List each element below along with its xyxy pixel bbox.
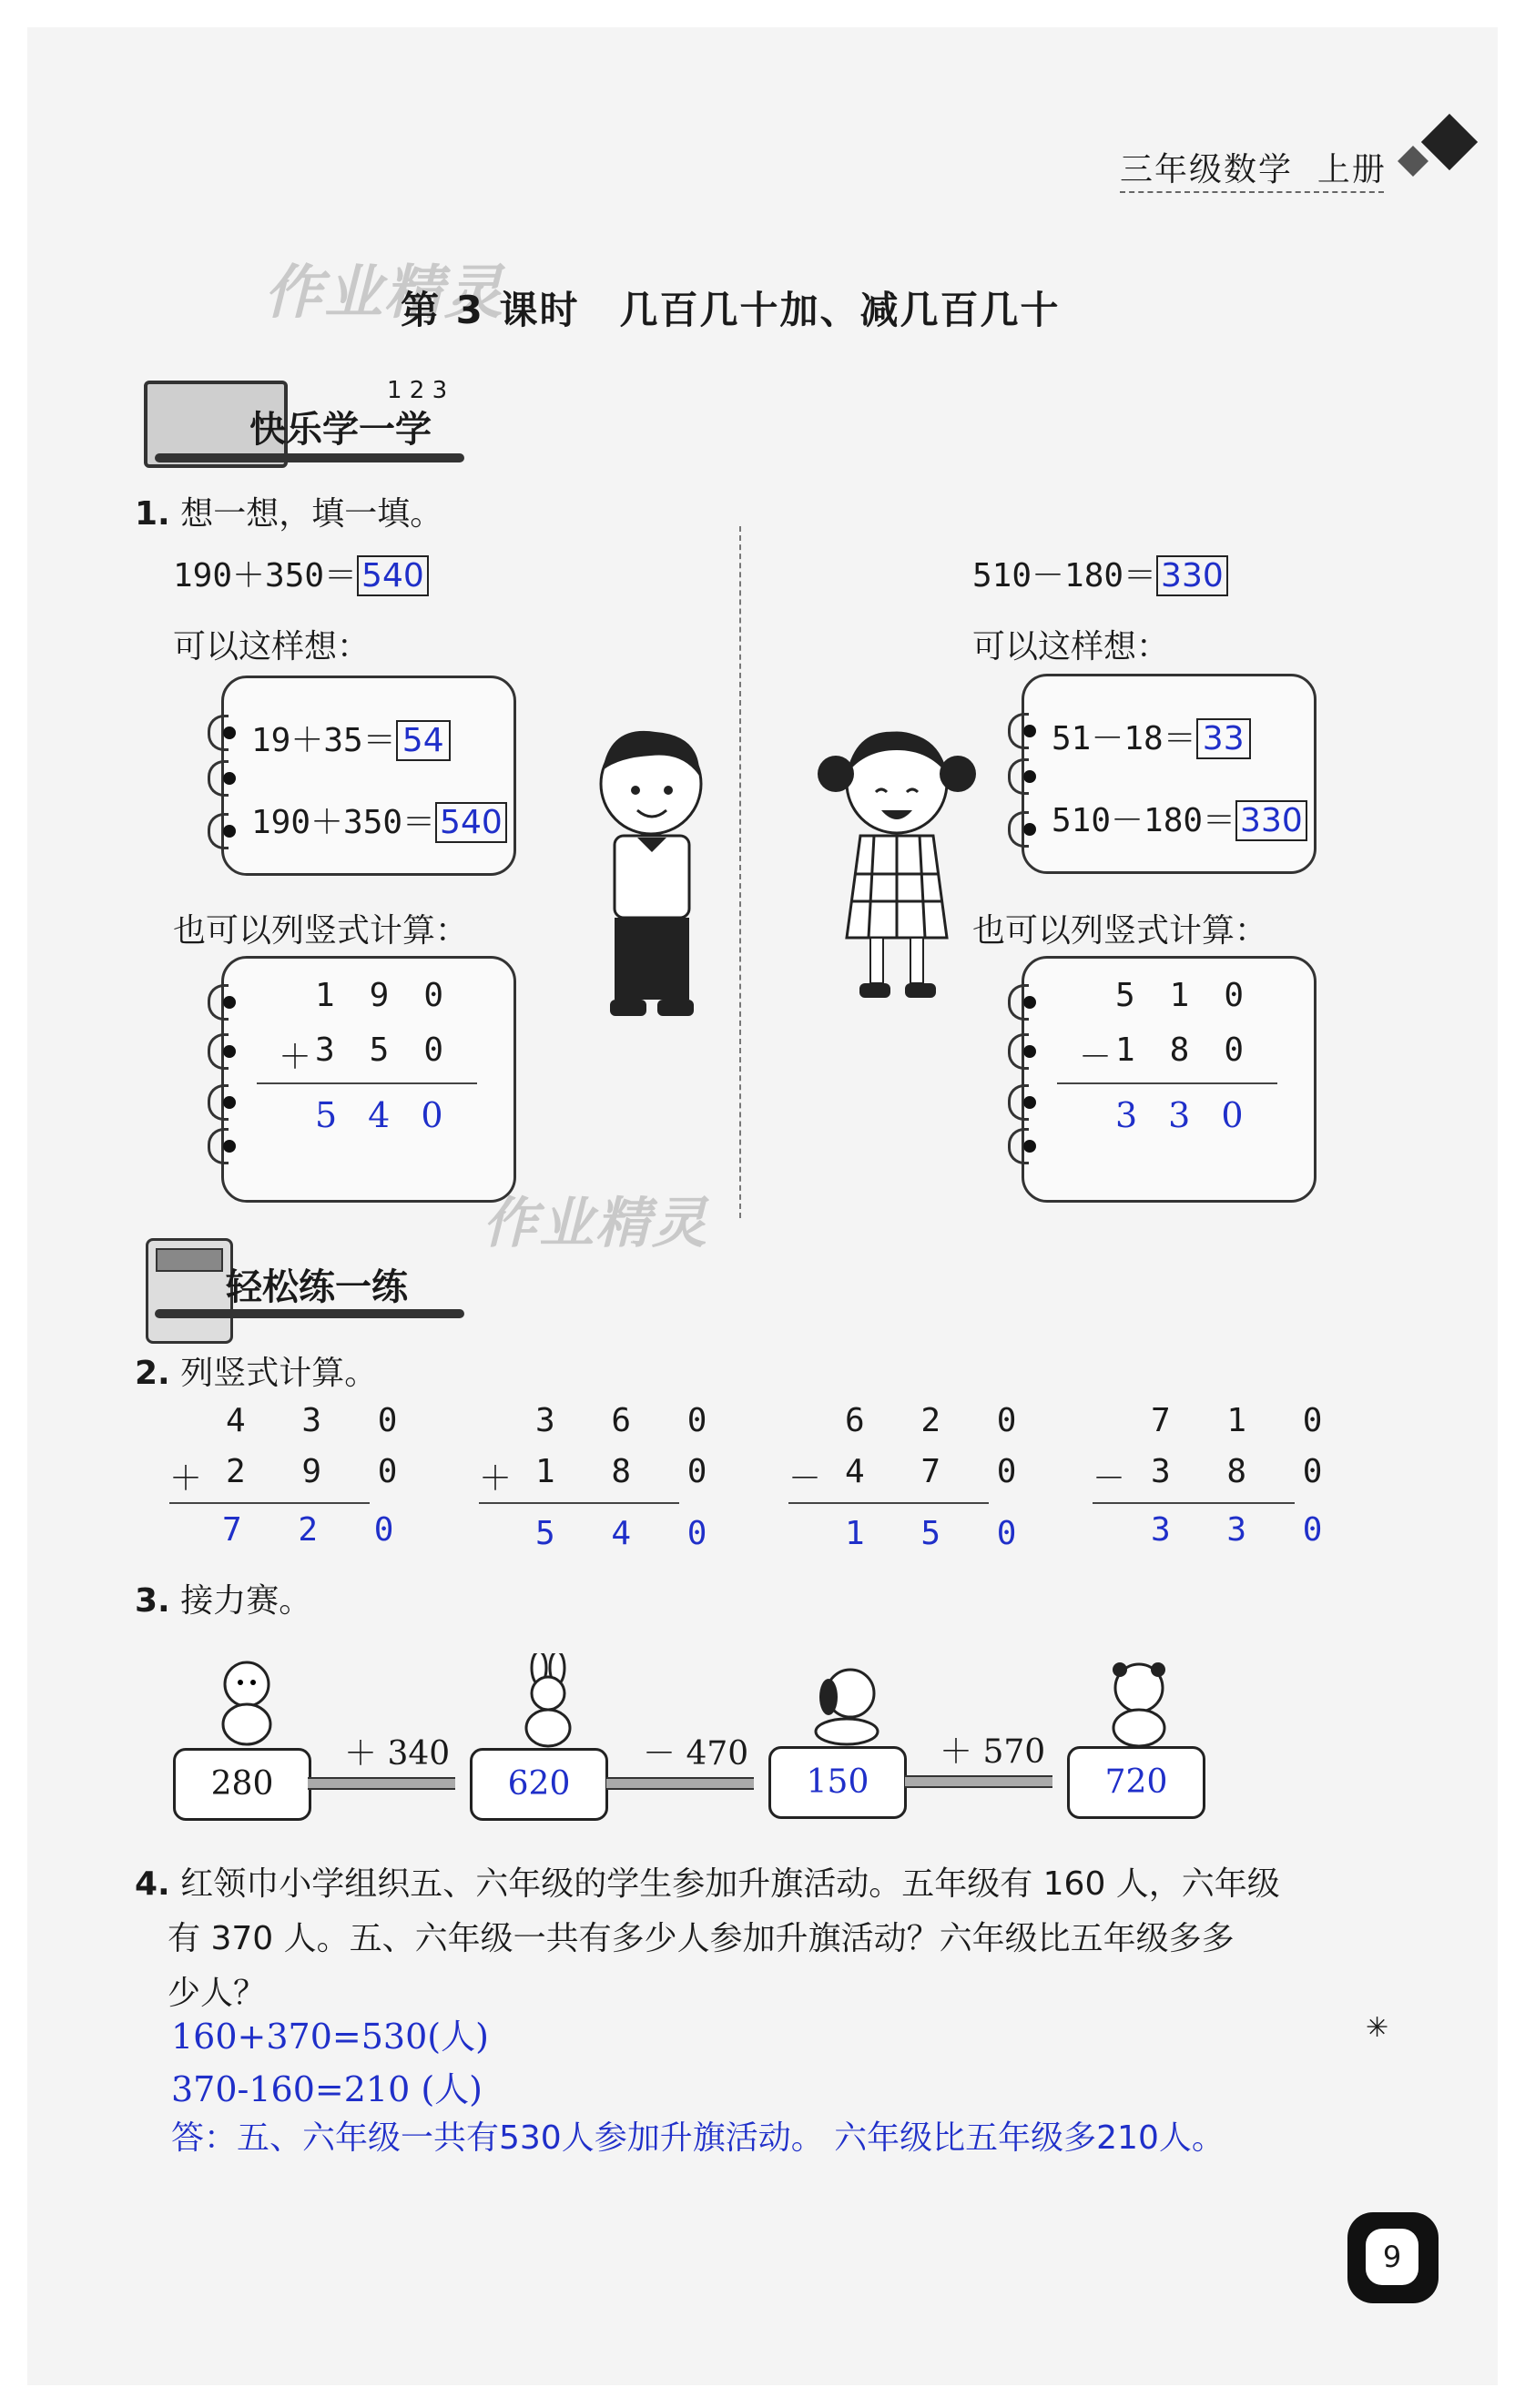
q2-2-bottom: 1 8 0 (535, 1453, 726, 1490)
q1-left-vertical-card (221, 956, 516, 1203)
q1-left-v-top: 190 (315, 977, 479, 1014)
q2-3-bottom: 4 7 0 (845, 1453, 1035, 1490)
relay-start-box: 280 (173, 1748, 311, 1821)
q1-right-expr: 510－180＝ (972, 557, 1157, 594)
q2-1-top: 4 3 0 (226, 1402, 416, 1439)
header-diamond-icon (1421, 114, 1478, 170)
binder-ring (208, 760, 229, 797)
relay-arrow-2 (606, 1777, 754, 1790)
q1-left-expr: 190＋350＝ (173, 557, 358, 594)
binder-ring (1008, 984, 1029, 1021)
q1-left-answer: 540 (357, 555, 429, 596)
relay-answer-2: 150 (768, 1746, 907, 1819)
q1-left-think1-answer: 54 (396, 720, 451, 761)
section1-bar (155, 453, 464, 462)
q4-answer-statement: 答：五、六年级一共有530人参加升旗活动。 六年级比五年级多210人。 (171, 2119, 1225, 2157)
lesson-title: 第 3 课时 几百几十加、减几百几十 (401, 288, 1061, 332)
relay-answer-1: 620 (470, 1748, 608, 1821)
section2-title: 轻松练一练 (226, 1266, 408, 1308)
relay-op-3: ＋ 570 (940, 1733, 1046, 1771)
rabbit-icon (504, 1653, 586, 1748)
q1-right-think2-answer: 330 (1235, 800, 1307, 841)
q2-4-bottom: 3 8 0 (1151, 1453, 1341, 1490)
q1-right-think-card (1022, 674, 1317, 874)
q1-right-v-line (1057, 1082, 1277, 1084)
binder-ring (208, 1084, 229, 1121)
q1-right-vertical-label: 也可以列竖式计算： (972, 912, 1268, 950)
q3-number: 3. (135, 1582, 170, 1620)
q2-number: 2. (135, 1355, 170, 1392)
binder-ring (1008, 713, 1029, 749)
q2-2-line (479, 1502, 679, 1504)
binder-ring (208, 813, 229, 849)
q1-left-v-op: ＋ (279, 1039, 312, 1076)
q2-2-op: ＋ (479, 1460, 531, 1498)
q1-left-think2-expr: 190＋350＝ (251, 804, 436, 841)
q1-left-think2 (251, 797, 507, 843)
q1-left-equation (173, 550, 429, 596)
q1-right-v-bottom: 180 (1115, 1031, 1279, 1069)
q1-right-answer: 330 (1156, 555, 1228, 596)
binder-ring (208, 984, 229, 1021)
q1-left-think-label: 可以这样想： (173, 628, 371, 666)
q4-answer-2: 370-160=210 (人) (171, 2069, 483, 2109)
q4-text-line3: 少人？ (168, 1975, 267, 2012)
q2-3-result: 1 5 0 (845, 1515, 1035, 1552)
header-rule (1120, 191, 1384, 193)
q2-2-result: 5 4 0 (535, 1515, 726, 1552)
relay-arrow-3 (905, 1775, 1052, 1788)
q1-right-think2-expr: 510－180＝ (1052, 802, 1236, 839)
dog-icon (799, 1659, 890, 1750)
q2-1-op: ＋ (169, 1460, 221, 1498)
binder-ring (1008, 1084, 1029, 1121)
book-header (1120, 144, 1387, 190)
bear-icon (1098, 1657, 1180, 1748)
girl-illustration (810, 719, 983, 1011)
q1-right-think-label: 可以这样想： (972, 628, 1170, 666)
section2-bar (155, 1309, 464, 1318)
page-number: 9 (1366, 2229, 1418, 2285)
section1-title: 快乐学一学 (249, 409, 432, 451)
binder-ring (1008, 1033, 1029, 1070)
q4-prompt (135, 1857, 1280, 2021)
binder-ring (208, 715, 229, 751)
q1-text: 想一想，填一填。 (180, 495, 443, 533)
q2-prompt (135, 1347, 377, 1394)
q2-3-top: 6 2 0 (845, 1402, 1035, 1439)
q1-right-v-top: 510 (1115, 977, 1279, 1014)
binder-ring (1008, 758, 1029, 795)
q2-4-result: 3 3 0 (1151, 1511, 1341, 1549)
workbook-page (27, 27, 1498, 2385)
q1-right-think1-answer: 33 (1196, 718, 1251, 759)
boy-illustration (574, 716, 728, 1025)
relay-op-1: ＋ 340 (344, 1735, 451, 1773)
q1-prompt (135, 488, 442, 534)
watermark-2: 作业精灵 (483, 1192, 708, 1255)
q1-left-think-card (221, 676, 516, 876)
q3-prompt (135, 1575, 311, 1621)
q4-text-line2: 有 370 人。五、六年级一共有多少人参加升旗活动？六年级比五年级多多 (168, 1920, 1235, 1957)
q3-text: 接力赛。 (180, 1582, 312, 1620)
q4-answer-1: 160+370=530(人) (171, 2017, 489, 2057)
q1-divider (739, 526, 741, 1218)
q1-left-vertical-label: 也可以列竖式计算： (173, 912, 469, 950)
q1-right-v-op: － (1079, 1039, 1113, 1076)
relay-op-2: － 470 (643, 1735, 749, 1773)
q2-2-top: 3 6 0 (535, 1402, 726, 1439)
q2-1-bottom: 2 9 0 (226, 1453, 416, 1490)
q2-4-line (1093, 1502, 1295, 1504)
page-number-badge (1347, 2212, 1439, 2303)
q4-number: 4. (135, 1865, 170, 1903)
q2-3-op: － (788, 1460, 840, 1498)
q1-right-equation (972, 550, 1228, 596)
q1-left-think2-answer: 540 (435, 802, 507, 843)
q1-left-think1 (251, 715, 451, 761)
book-subject: 三年级数学 (1120, 151, 1294, 188)
relay-answer-3: 720 (1067, 1746, 1205, 1819)
binder-ring (1008, 811, 1029, 848)
q1-right-v-result: 330 (1115, 1095, 1275, 1135)
q2-1-result: 7 2 0 (222, 1511, 412, 1549)
q1-left-v-bottom: 350 (315, 1031, 479, 1069)
relay-arrow-1 (308, 1777, 455, 1790)
q2-text: 列竖式计算。 (180, 1355, 378, 1392)
binder-ring (208, 1033, 229, 1070)
q1-right-think2 (1052, 795, 1307, 841)
q2-3-line (788, 1502, 989, 1504)
monkey-icon (206, 1657, 288, 1748)
q1-right-vertical-card (1022, 956, 1317, 1203)
binder-ring (208, 1128, 229, 1164)
q2-1-line (169, 1502, 370, 1504)
q1-left-v-line (257, 1082, 477, 1084)
q1-right-think1 (1052, 713, 1251, 759)
watermark: 作业精灵 (264, 259, 504, 327)
q1-left-think1-expr: 19＋35＝ (251, 722, 396, 759)
section1-deco-numbers: 1 2 3 (387, 377, 448, 404)
book-volume: 上册 (1317, 151, 1387, 188)
header-diamond-small-icon (1398, 146, 1428, 177)
q2-4-op: － (1093, 1460, 1144, 1498)
q2-4-top: 7 1 0 (1151, 1402, 1341, 1439)
sparkle-icon: ✳ (1366, 2012, 1389, 2044)
q1-right-think1-expr: 51－18＝ (1052, 720, 1196, 757)
q4-text-line1: 红领巾小学组织五、六年级的学生参加升旗活动。五年级有 160 人，六年级 (180, 1865, 1280, 1903)
q1-number: 1. (135, 495, 170, 533)
q1-left-v-result: 540 (315, 1095, 474, 1135)
binder-ring (1008, 1128, 1029, 1164)
calculator-icon (146, 1238, 233, 1344)
